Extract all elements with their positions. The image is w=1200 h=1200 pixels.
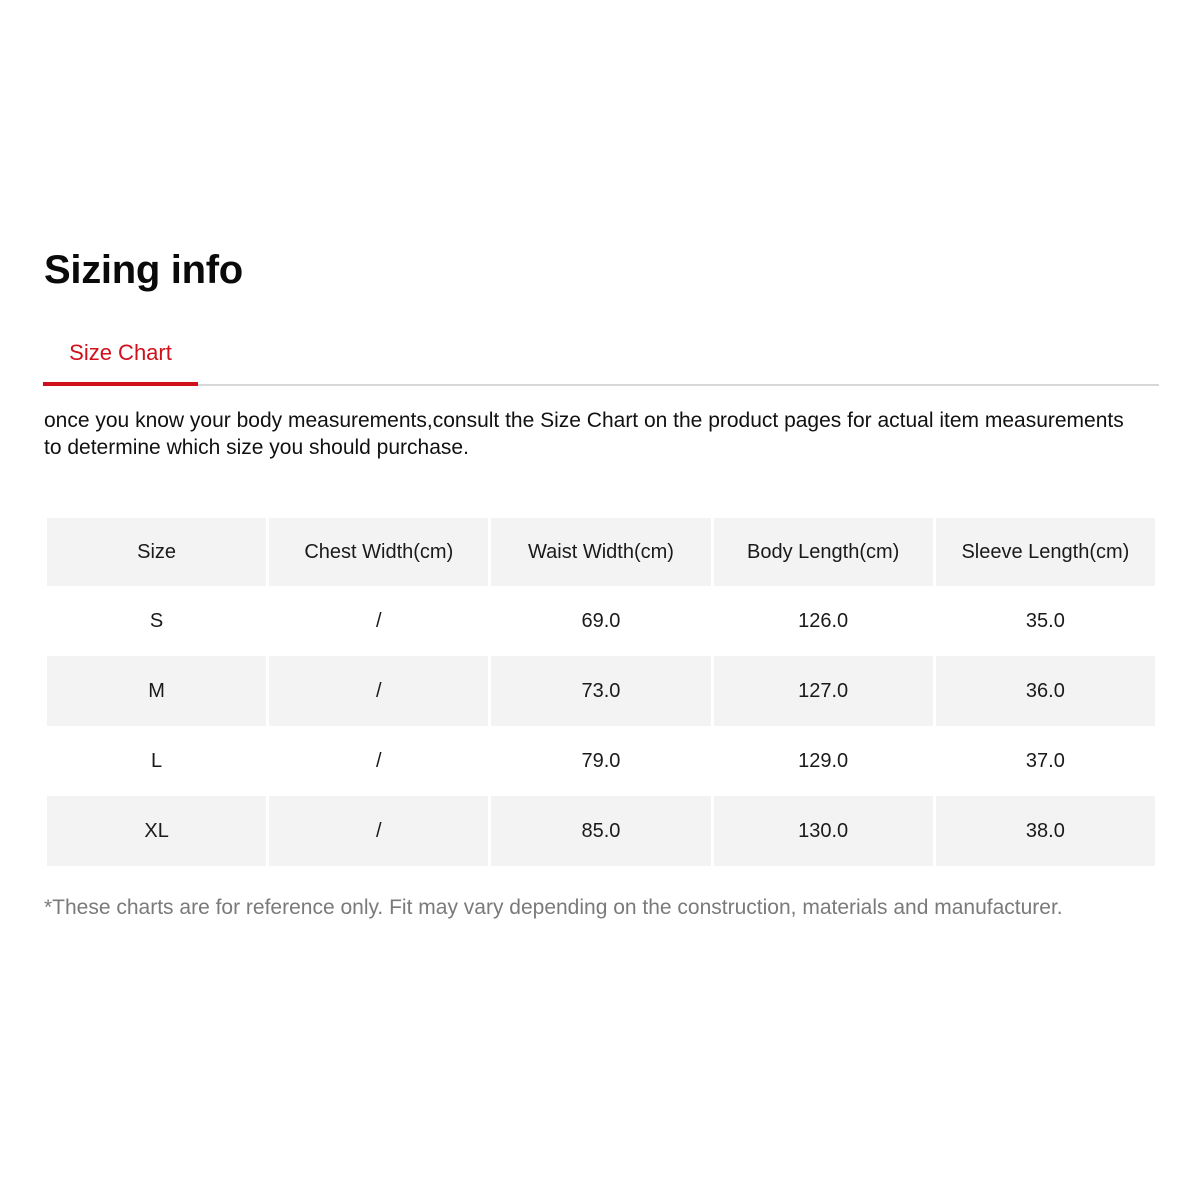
table-cell: / — [269, 656, 488, 726]
table-cell: XL — [47, 796, 266, 866]
column-header-sleeve-length: Sleeve Length(cm) — [936, 518, 1155, 586]
table-cell: 130.0 — [714, 796, 933, 866]
size-chart-description: once you know your body measurements,consult the Size Chart on the product pages for actual item measurements to determine which size you should purchase. — [44, 409, 1124, 459]
table-cell: 85.0 — [491, 796, 710, 866]
table-cell: 127.0 — [714, 656, 933, 726]
tab-active-indicator — [43, 382, 198, 386]
size-table — [44, 518, 1158, 866]
table-cell: 37.0 — [1025, 749, 1065, 772]
table-cell: / — [376, 609, 382, 632]
table-cell: 69.0 — [581, 609, 621, 632]
table-row — [47, 796, 1155, 866]
table-row — [47, 726, 1155, 796]
column-header-body-length: Body Length(cm) — [714, 518, 933, 586]
table-row — [47, 656, 1155, 726]
column-header-waist-width: Waist Width(cm) — [491, 518, 710, 586]
page-title: Sizing info — [44, 248, 243, 292]
table-cell: 73.0 — [491, 656, 710, 726]
table-cell: 38.0 — [936, 796, 1155, 866]
tab-size-chart[interactable] — [43, 326, 198, 386]
table-cell: 126.0 — [798, 609, 849, 632]
column-header-chest-width: Chest Width(cm) — [269, 518, 488, 586]
table-cell: L — [151, 749, 163, 772]
table-cell: S — [149, 609, 164, 632]
table-cell: 79.0 — [581, 749, 621, 772]
table-cell: 35.0 — [1025, 609, 1065, 632]
table-cell: 36.0 — [936, 656, 1155, 726]
table-cell: M — [47, 656, 266, 726]
table-cell: / — [376, 749, 382, 772]
table-cell: 129.0 — [798, 749, 849, 772]
column-header-size: Size — [47, 518, 266, 586]
reference-footnote: *These charts are for reference only. Fit may vary depending on the construction, materials and manufacturer. — [44, 896, 1063, 919]
tab-bar — [43, 326, 1159, 386]
table-cell: / — [269, 796, 488, 866]
table-row — [47, 586, 1155, 656]
tab-divider — [43, 384, 1159, 386]
table-header-row — [47, 518, 1155, 586]
tab-size-chart-label: Size Chart — [69, 340, 172, 365]
